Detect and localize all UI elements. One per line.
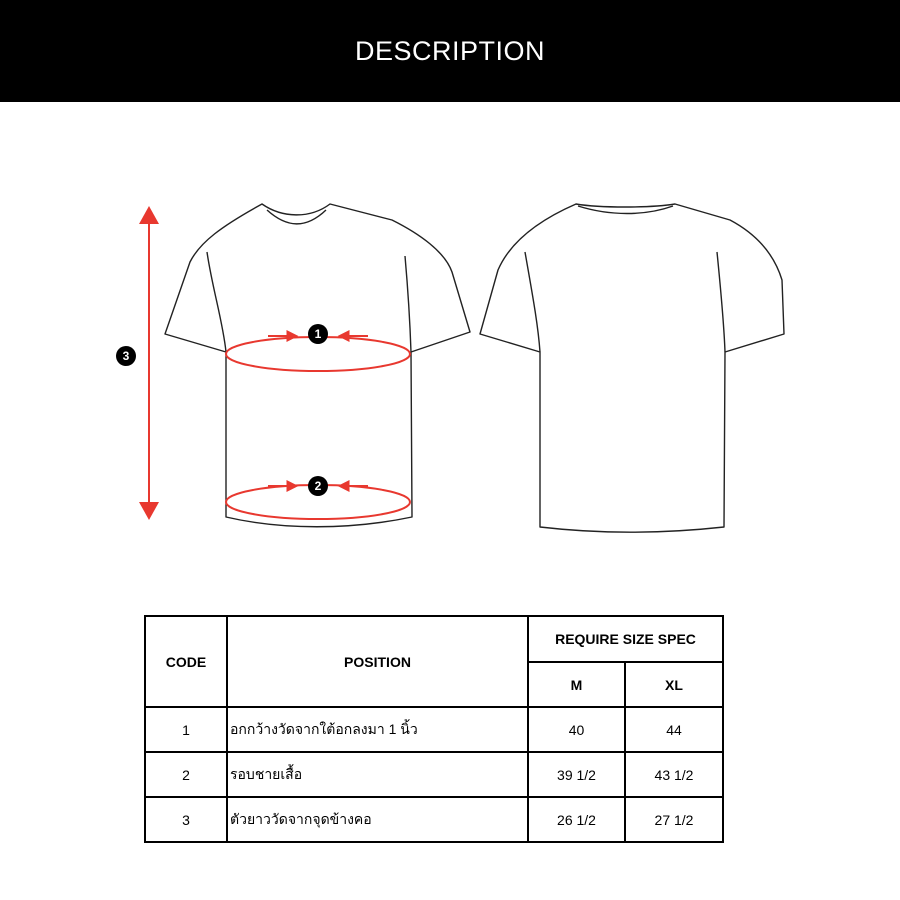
marker-3: 3 — [116, 346, 136, 366]
length-arrow-bottom — [139, 502, 159, 520]
row-size-m: 26 1/2 — [528, 797, 625, 842]
marker-2: 2 — [308, 476, 328, 496]
row-size-m: 39 1/2 — [528, 752, 625, 797]
size-spec-table — [144, 615, 724, 843]
shirt-illustration — [0, 102, 900, 602]
row-size-m: 40 — [528, 707, 625, 752]
row-size-xl: 44 — [625, 707, 723, 752]
marker-1: 1 — [308, 324, 328, 344]
row-size-xl: 43 1/2 — [625, 752, 723, 797]
table-row — [145, 707, 723, 752]
length-arrow-top — [139, 206, 159, 224]
header-code: CODE — [145, 616, 227, 707]
row-code: 2 — [145, 752, 227, 797]
table-row — [145, 752, 723, 797]
header-bar — [0, 0, 900, 102]
row-code: 3 — [145, 797, 227, 842]
header-position: POSITION — [227, 616, 528, 707]
row-position: อกกว้างวัดจากใต้อกลงมา 1 นิ้ว — [227, 707, 528, 752]
row-code: 1 — [145, 707, 227, 752]
row-position: รอบชายเสื้อ — [227, 752, 528, 797]
header-require-size-spec: REQUIRE SIZE SPEC — [528, 616, 723, 662]
back-shirt-outline — [480, 204, 784, 532]
row-position: ตัวยาววัดจากจุดข้างคอ — [227, 797, 528, 842]
page-title: DESCRIPTION — [354, 35, 546, 66]
header-size-m: M — [528, 662, 625, 707]
header-size-xl: XL — [625, 662, 723, 707]
table-row — [145, 797, 723, 842]
row-size-xl: 27 1/2 — [625, 797, 723, 842]
